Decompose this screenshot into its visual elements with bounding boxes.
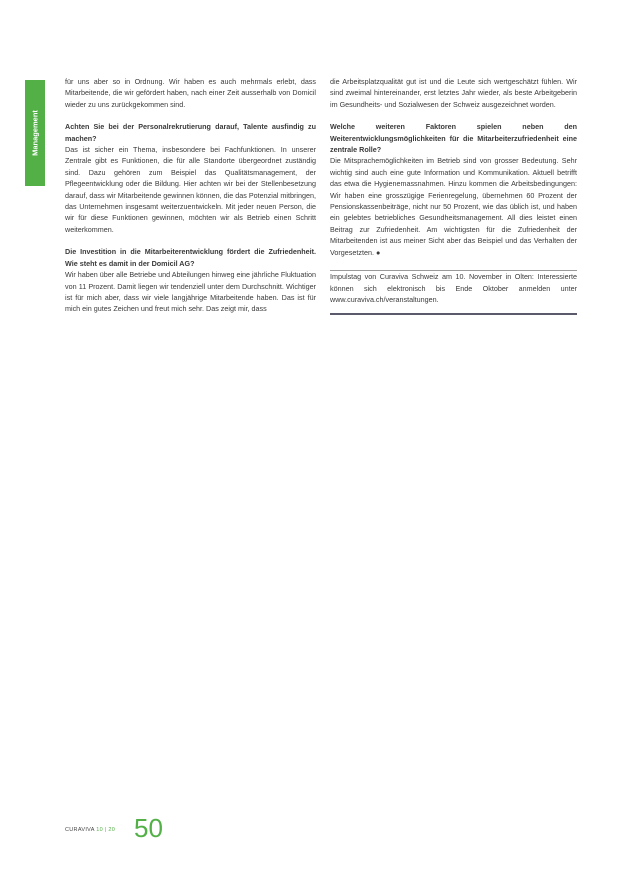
section-label: Management — [30, 110, 40, 156]
divider — [330, 313, 577, 315]
page-number: 50 — [134, 813, 163, 843]
paragraph: Die Mitsprachemöglichkeiten im Betrieb sind von grosser Bedeutung. Sehr wichtig sind auch eine gute Information und Kommunikation. Aktuell betrifft das etwa die Hygienemassnahmen. Hinzu kommen die Arbeitsbedingungen: Wir haben eine grosszügige Ferienregelung, übernehmen 60 Prozent der Pensionskassenbeiträge, nicht nur 50 Prozent, wie das üblich ist, und haben ein gelebtes betriebliches Gesundheitsmanagement. All dies leistet einen Beitrag zur Zufriedenheit. Am wichtigsten für die Zufriedenheit der Mitarbeitenden ist aus meiner Sicht aber das Beispiel und das Verhalten der Vorgesetzten. ● — [330, 156, 577, 257]
paragraph: die Arbeitsplatzqualität gut ist und die Leute sich wertgeschätzt fühlen. Wir sind zweimal hintereinander, erst letztes Jahr wieder, als beste Arbeitgeberin im Gesundheits- und Sozialwesen der Schweiz ausgezeichnet worden. — [330, 77, 577, 109]
paragraph: für uns aber so in Ordnung. Wir haben es auch mehrmals erlebt, dass Mitarbeitende, die wir gefördert haben, nach einer Zeit ausserhalb von Domicil wieder zu uns zurückgekommen sind. — [65, 77, 316, 109]
event-note: Impulstag von Curaviva Schweiz am 10. November in Olten: Interessierte können sich elektronisch bis Ende Oktober anmelden unter www.curaviva.ch/veranstaltungen. — [330, 272, 577, 304]
interview-question: Welche weiteren Faktoren spielen neben den Weiterentwicklungsmöglichkeiten für die Mitarbeiterzufriedenheit eine zentrale Rolle? — [330, 122, 577, 155]
paragraph: Das ist sicher ein Thema, insbesondere bei Fachfunktionen. In unserer Zentrale gibt es Funktionen, die für alle Standorte übergeordnet zuständig sind. Dazu gehören zum Beispiel das Qualitätsmanagement, der Pflegeentwicklung oder die Bildung. Hier achten wir bei der Stellenbesetzung darauf, dass wir Mitarbeitende gewinnen können, die das Potenzial mitbringen, das Unternehmen insgesamt weiterzuentwickeln. Mit jeder neuen Person, die wir für diese Funktionen gewinnen, möchten wir als Betrieb einen Schritt weiterkommen. — [65, 145, 316, 234]
paragraph: Wir haben über alle Betriebe und Abteilungen hinweg eine jährliche Fluktuation von 11 Prozent. Damit liegen wir tendenziell unter dem Durchschnitt. Wichtiger ist für mich aber, dass wir viele langjährige Mitarbeitende haben. Das ist für mich ein gutes Zeichen und freut mich sehr. Das zeigt mir, dass — [65, 270, 316, 314]
magazine-name: CURAVIVA — [65, 827, 95, 833]
footer-brand — [65, 827, 115, 833]
right-column — [330, 76, 577, 315]
issue-number: 10 | 20 — [96, 827, 116, 833]
left-column — [65, 76, 316, 315]
interview-question: Die Investition in die Mitarbeiterentwicklung fördert die Zufriedenheit. Wie steht es damit in der Domicil AG? — [65, 247, 316, 268]
section-tab — [25, 80, 45, 186]
interview-question: Achten Sie bei der Personalrekrutierung darauf, Talente ausfindig zu machen? — [65, 122, 316, 143]
